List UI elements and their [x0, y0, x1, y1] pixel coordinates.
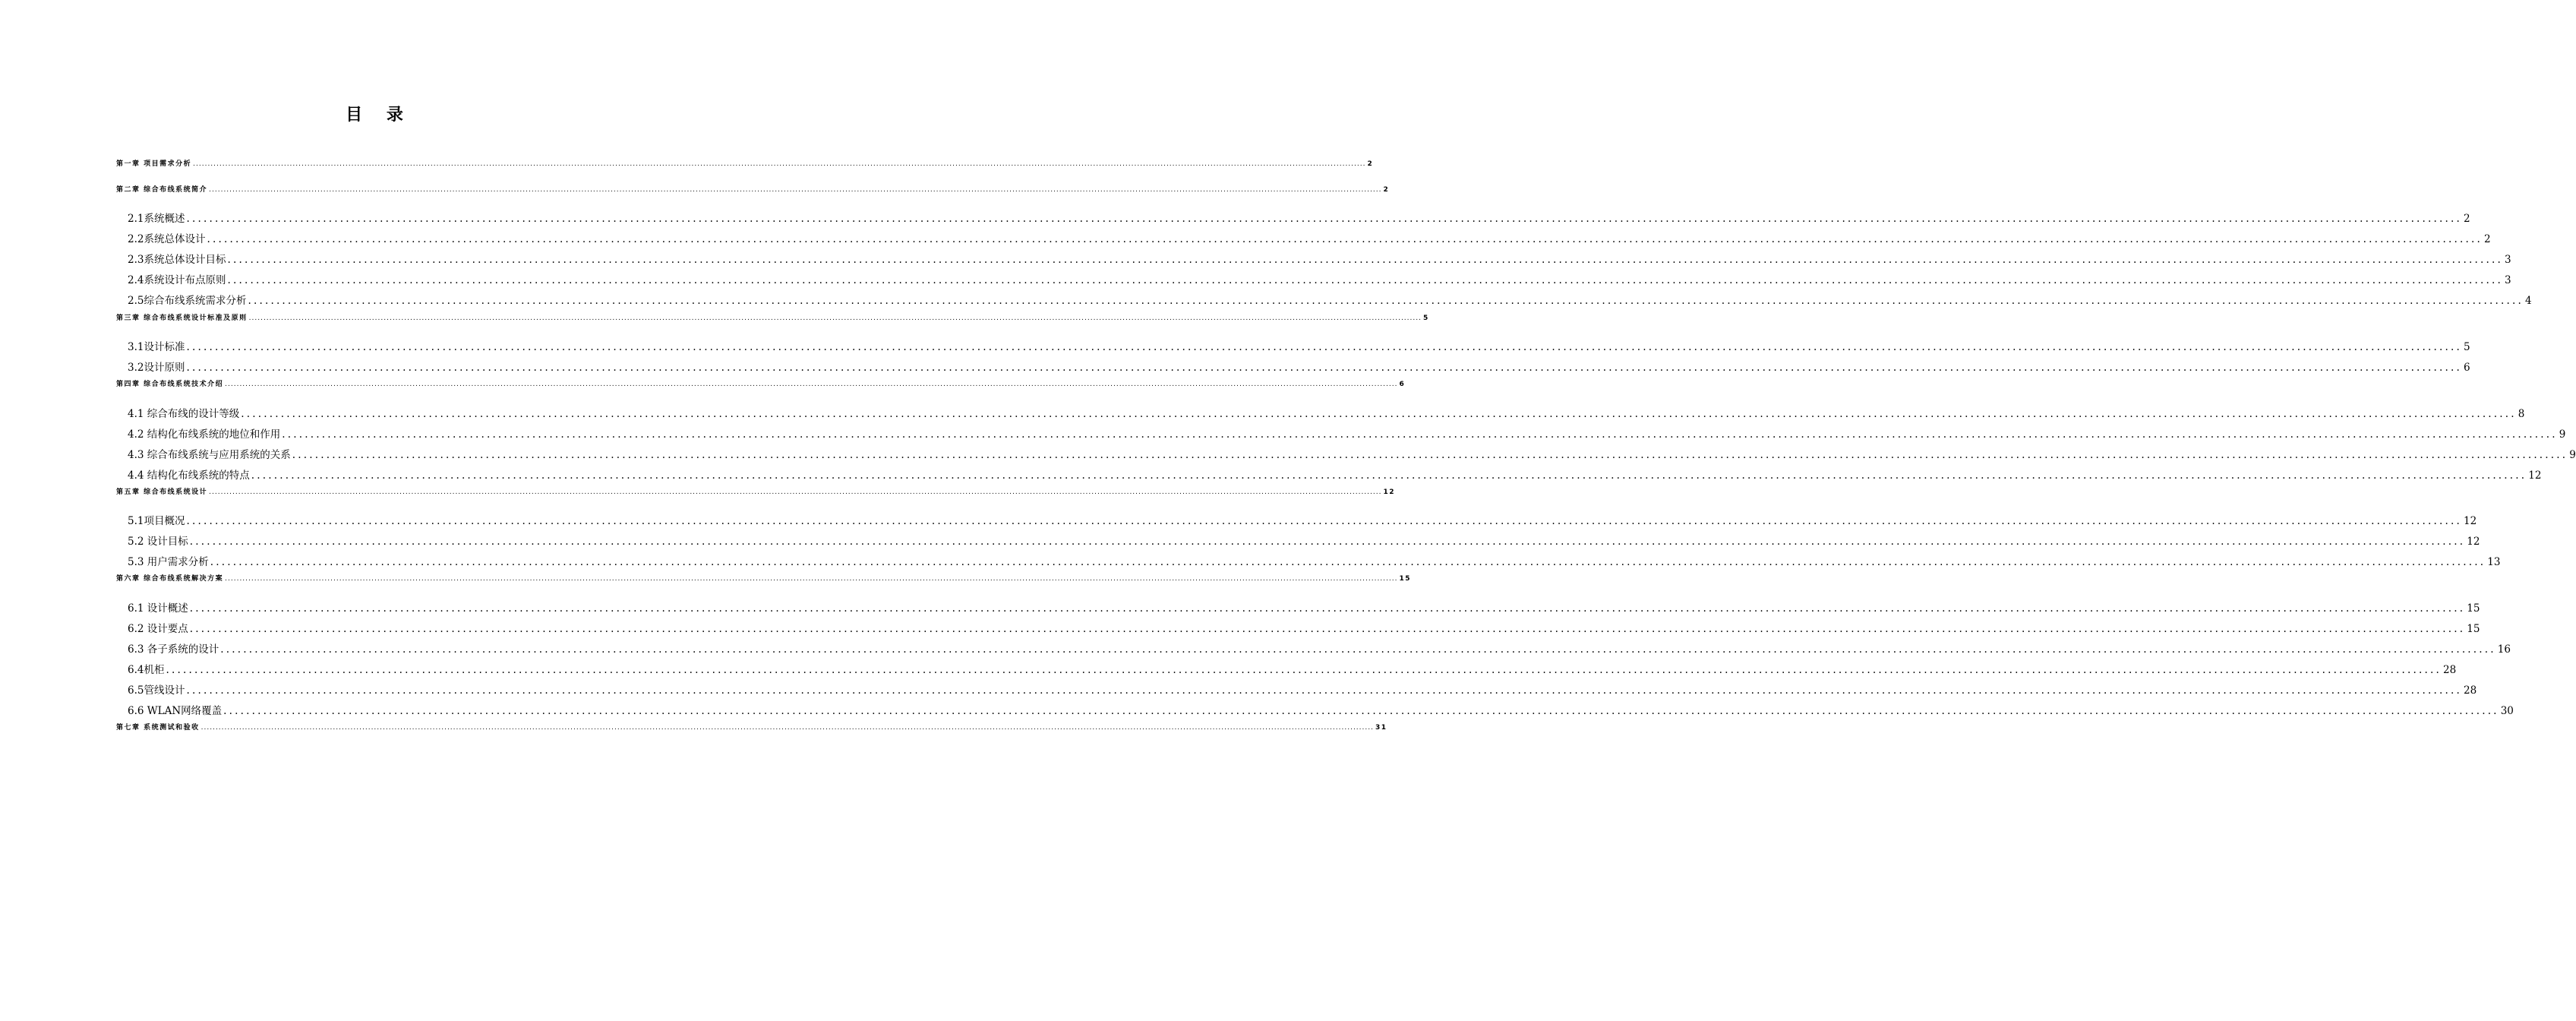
toc-entry-label: 第六章 综合布线系统解决方案: [116, 575, 224, 583]
toc-section-entry[interactable]: [128, 512, 2477, 527]
toc-dot-leader: ................................................................................................................................................................................................................................................................................................................................................................................................................: [251, 469, 2527, 482]
toc-section-entry[interactable]: [128, 446, 2576, 461]
toc-section-entry[interactable]: [128, 533, 2480, 548]
toc-section-entry[interactable]: [128, 210, 2470, 225]
toc-page-number: 2: [1383, 186, 1390, 194]
toc-entry-label: 2.3系统总体设计目标: [128, 254, 226, 266]
toc-page-number: 2: [1367, 160, 1374, 168]
toc-dot-leader: ................................................................................................................................................................................................................................................................................................................................................................................................................: [210, 556, 2486, 568]
toc-dot-leader: ................................................................................................................................................................................................................................................................................................................................................................................................................: [186, 362, 2462, 374]
toc-page-number: 4: [2525, 295, 2532, 307]
toc-dot-leader: ................................................................................................................................................................................................................................................................................................................................................................................................................: [200, 724, 1374, 732]
toc-chapter-entry[interactable]: [116, 378, 1406, 388]
toc-entry-label: 第三章 综合布线系统设计标准及原则: [116, 315, 248, 322]
toc-page-number: 15: [2467, 602, 2480, 615]
toc-chapter-entry[interactable]: [116, 312, 1429, 322]
toc-dot-leader: ................................................................................................................................................................................................................................................................................................................................................................................................................: [248, 315, 1422, 322]
toc-page-number: 31: [1375, 724, 1387, 732]
toc-dot-leader: ................................................................................................................................................................................................................................................................................................................................................................................................................: [220, 643, 2496, 656]
toc-page-number: 12: [2467, 536, 2480, 548]
toc-page-number: 3: [2505, 274, 2511, 286]
toc-dot-leader: ................................................................................................................................................................................................................................................................................................................................................................................................................: [186, 515, 2462, 527]
toc-dot-leader: ................................................................................................................................................................................................................................................................................................................................................................................................................: [241, 408, 2517, 420]
toc-page-number: 9: [2569, 449, 2576, 461]
toc-entry-label: 3.1设计标准: [128, 341, 185, 353]
toc-section-entry[interactable]: [128, 702, 2514, 717]
toc-dot-leader: ................................................................................................................................................................................................................................................................................................................................................................................................................: [166, 664, 2442, 676]
toc-entry-label: 2.1系统概述: [128, 213, 185, 225]
toc-dot-leader: ................................................................................................................................................................................................................................................................................................................................................................................................................: [225, 381, 1398, 388]
toc-entry-label: 第四章 综合布线系统技术介绍: [116, 381, 224, 388]
toc-page-number: 2: [2464, 213, 2470, 225]
toc-entry-label: 5.1项目概况: [128, 515, 185, 527]
toc-dot-leader: ................................................................................................................................................................................................................................................................................................................................................................................................................: [186, 341, 2462, 353]
toc-page-number: 12: [2464, 515, 2477, 527]
toc-page-number: 12: [2528, 469, 2542, 482]
toc-dot-leader: ................................................................................................................................................................................................................................................................................................................................................................................................................: [225, 575, 1398, 583]
toc-entry-label: 第二章 综合布线系统简介: [116, 186, 208, 194]
toc-chapter-entry[interactable]: [116, 722, 1387, 732]
toc-section-entry[interactable]: [128, 640, 2511, 656]
toc-page-number: 15: [2467, 623, 2480, 635]
toc-page-number: 9: [2559, 428, 2566, 441]
toc-page-number: 6: [1399, 381, 1406, 388]
toc-entry-label: 6.4机柜: [128, 664, 165, 676]
toc-dot-leader: ................................................................................................................................................................................................................................................................................................................................................................................................................: [207, 233, 2483, 245]
toc-dot-leader: ................................................................................................................................................................................................................................................................................................................................................................................................................: [292, 449, 2568, 461]
toc-section-entry[interactable]: [128, 553, 2501, 568]
toc-dot-leader: ................................................................................................................................................................................................................................................................................................................................................................................................................: [209, 488, 1382, 496]
toc-dot-leader: ................................................................................................................................................................................................................................................................................................................................................................................................................: [189, 536, 2466, 548]
toc-page-number: 8: [2518, 408, 2525, 420]
toc-dot-leader: ................................................................................................................................................................................................................................................................................................................................................................................................................: [223, 705, 2499, 717]
toc-entry-label: 第一章 项目需求分析: [116, 160, 192, 168]
toc-section-entry[interactable]: [128, 620, 2480, 635]
toc-entry-label: 5.3 用户需求分析: [128, 556, 209, 568]
toc-section-entry[interactable]: [128, 681, 2477, 697]
toc-entry-label: 2.5综合布线系统需求分析: [128, 295, 247, 307]
toc-chapter-entry[interactable]: [116, 184, 1390, 194]
toc-section-entry[interactable]: [128, 338, 2470, 353]
toc-section-entry[interactable]: [128, 292, 2532, 307]
toc-page-number: 6: [2464, 362, 2470, 374]
toc-dot-leader: ................................................................................................................................................................................................................................................................................................................................................................................................................: [189, 623, 2466, 635]
toc-entry-label: 5.2 设计目标: [128, 536, 188, 548]
toc-section-entry[interactable]: [128, 359, 2470, 374]
toc-entry-label: 4.2 结构化布线系统的地位和作用: [128, 428, 281, 441]
toc-dot-leader: ................................................................................................................................................................................................................................................................................................................................................................................................................: [189, 602, 2466, 615]
toc-entry-label: 2.4系统设计布点原则: [128, 274, 226, 286]
toc-section-entry[interactable]: [128, 251, 2511, 266]
toc-page-number: 12: [1383, 488, 1396, 496]
toc-entry-label: 4.1 综合布线的设计等级: [128, 408, 240, 420]
page-title: 目 录: [346, 106, 412, 125]
toc-section-entry[interactable]: [128, 466, 2542, 482]
toc-page-number: 5: [2464, 341, 2470, 353]
toc-dot-leader: ................................................................................................................................................................................................................................................................................................................................................................................................................: [282, 428, 2558, 441]
toc-section-entry[interactable]: [128, 661, 2457, 676]
toc-chapter-entry[interactable]: [116, 573, 1412, 583]
toc-dot-leader: ................................................................................................................................................................................................................................................................................................................................................................................................................: [193, 160, 1366, 168]
toc-section-entry[interactable]: [128, 230, 2491, 245]
toc-page-number: 15: [1399, 575, 1412, 583]
toc-page-number: 28: [2464, 684, 2477, 697]
toc-entry-label: 6.1 设计概述: [128, 602, 188, 615]
toc-section-entry[interactable]: [128, 425, 2566, 441]
toc-section-entry[interactable]: [128, 405, 2525, 420]
toc-entry-label: 第五章 综合布线系统设计: [116, 488, 208, 496]
toc-chapter-entry[interactable]: [116, 486, 1396, 496]
toc-entry-label: 6.3 各子系统的设计: [128, 643, 219, 656]
toc-page-number: 5: [1422, 315, 1429, 322]
toc-entry-label: 6.6 WLAN网络覆盖: [128, 705, 223, 717]
toc-page-number: 2: [2484, 233, 2491, 245]
toc-page-number: 30: [2500, 705, 2514, 717]
toc-entry-label: 4.3 综合布线系统与应用系统的关系: [128, 449, 291, 461]
toc-dot-leader: ................................................................................................................................................................................................................................................................................................................................................................................................................: [227, 274, 2503, 286]
toc-entry-label: 6.5管线设计: [128, 684, 185, 697]
toc-entry-label: 2.2系统总体设计: [128, 233, 206, 245]
toc-dot-leader: ................................................................................................................................................................................................................................................................................................................................................................................................................: [227, 254, 2503, 266]
toc-page-number: 28: [2443, 664, 2457, 676]
toc-dot-leader: ................................................................................................................................................................................................................................................................................................................................................................................................................: [186, 684, 2462, 697]
toc-dot-leader: ................................................................................................................................................................................................................................................................................................................................................................................................................: [209, 186, 1382, 194]
toc-page-number: 13: [2487, 556, 2501, 568]
toc-dot-leader: ................................................................................................................................................................................................................................................................................................................................................................................................................: [248, 295, 2524, 307]
toc-page-number: 3: [2505, 254, 2511, 266]
toc-dot-leader: ................................................................................................................................................................................................................................................................................................................................................................................................................: [186, 213, 2462, 225]
toc-page-number: 16: [2497, 643, 2511, 656]
toc-section-entry[interactable]: [128, 599, 2480, 615]
toc-section-entry[interactable]: [128, 271, 2511, 286]
toc-entry-label: 4.4 结构化布线系统的特点: [128, 469, 250, 482]
toc-entry-label: 6.2 设计要点: [128, 623, 188, 635]
toc-entry-label: 第七章 系统测试和验收: [116, 724, 200, 732]
toc-chapter-entry[interactable]: [116, 158, 1374, 168]
toc-entry-label: 3.2设计原则: [128, 362, 185, 374]
